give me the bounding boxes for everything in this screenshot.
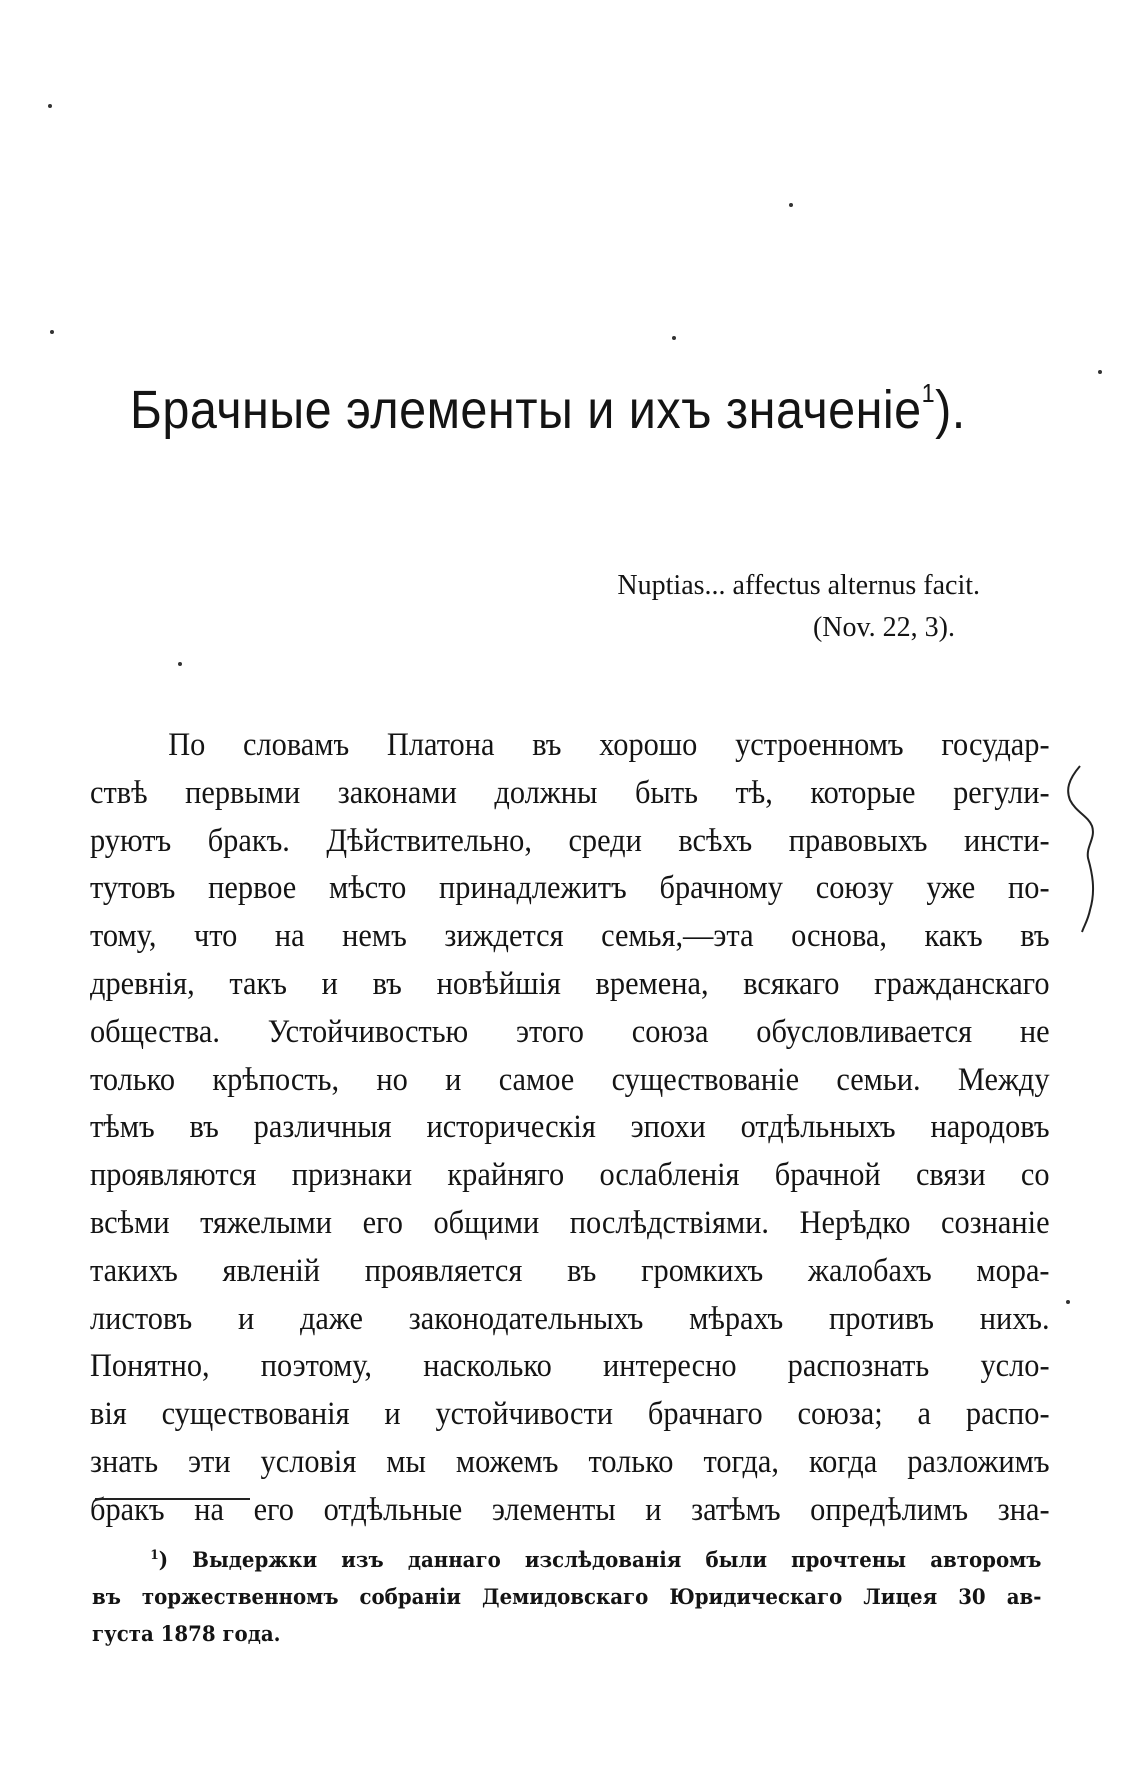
- footnote-line: въ торжественномъ собраніи Демидовскаго Юридическаго Лицея 30 ав-: [92, 1584, 1042, 1609]
- title-footnote-ref: 1: [921, 378, 936, 408]
- text-line: Понятно, поэтому, насколько интересно распознать усло-: [90, 1348, 1050, 1385]
- epigraph-reference: (Nov. 22, 3).: [812, 612, 955, 643]
- text-line: тому, что на немъ зиждется семья,—эта основа, какъ въ: [90, 918, 1050, 955]
- text-line: бракъ на его отдѣльные элементы и затѣмъ опредѣлимъ зна-: [90, 1491, 1050, 1528]
- print-speck: [1098, 370, 1102, 374]
- text-line: тѣмъ въ различныя историческія эпохи отдѣльныхъ народовъ: [90, 1109, 1050, 1146]
- print-speck: [178, 662, 182, 666]
- epigraph-quote: Nuptias... affectus alternus facit.: [617, 570, 980, 601]
- footnote-text: ) Выдержки изъ даннаго изслѣдованія были прочтены авторомъ: [158, 1547, 1042, 1572]
- footnote-marker: 1: [150, 1548, 159, 1563]
- text-line: такихъ явленій проявляется въ громкихъ жалобахъ мора-: [90, 1252, 1050, 1289]
- print-speck: [48, 104, 52, 108]
- chapter-title: [130, 378, 966, 441]
- text-line: листовъ и даже законодательныхъ мѣрахъ противъ нихъ.: [90, 1300, 1050, 1337]
- text-line: знать эти условія мы можемъ только тогда, когда разложимъ: [90, 1443, 1050, 1480]
- footnote-line: [92, 1537, 1041, 1578]
- footnote-rule: [95, 1498, 250, 1500]
- text-line: тутовъ первое мѣсто принадлежитъ брачному союзу уже по-: [90, 870, 1050, 907]
- body-paragraph: [90, 722, 1050, 1535]
- text-line: По словамъ Платона въ хорошо устроенномъ государ-: [168, 727, 1050, 763]
- text-line: вія существованія и устойчивости брачнаго союза; а распо-: [90, 1396, 1050, 1433]
- footnote-line: густа 1878 года.: [92, 1621, 281, 1646]
- text-line: древнія, такъ и въ новѣйшія времена, всякаго гражданскаго: [90, 965, 1050, 1002]
- text-line: ствѣ первыми законами должны быть тѣ, которые регули-: [90, 774, 1050, 811]
- print-speck: [672, 336, 676, 340]
- print-speck: [50, 330, 54, 334]
- footnote: [92, 1537, 1042, 1652]
- epigraph: [617, 565, 980, 649]
- chapter-title-text: Брачные элементы и ихъ значеніе: [130, 380, 922, 440]
- title-closing: ).: [935, 380, 966, 440]
- print-speck: [1066, 1300, 1070, 1304]
- print-speck: [789, 203, 793, 207]
- text-line: общества. Устойчивостью этого союза обусловливается не: [90, 1013, 1050, 1050]
- text-line: всѣми тяжелыми его общими послѣдствіями. Нерѣдко сознаніе: [90, 1204, 1050, 1241]
- margin-bracket-mark: [1062, 760, 1102, 940]
- text-line: только крѣпость, но и самое существованіе семьи. Между: [90, 1061, 1050, 1098]
- text-line: руютъ бракъ. Дѣйствительно, среди всѣхъ правовыхъ инсти-: [90, 822, 1050, 859]
- text-line: проявляются признаки крайняго ослабленія брачной связи со: [90, 1157, 1050, 1194]
